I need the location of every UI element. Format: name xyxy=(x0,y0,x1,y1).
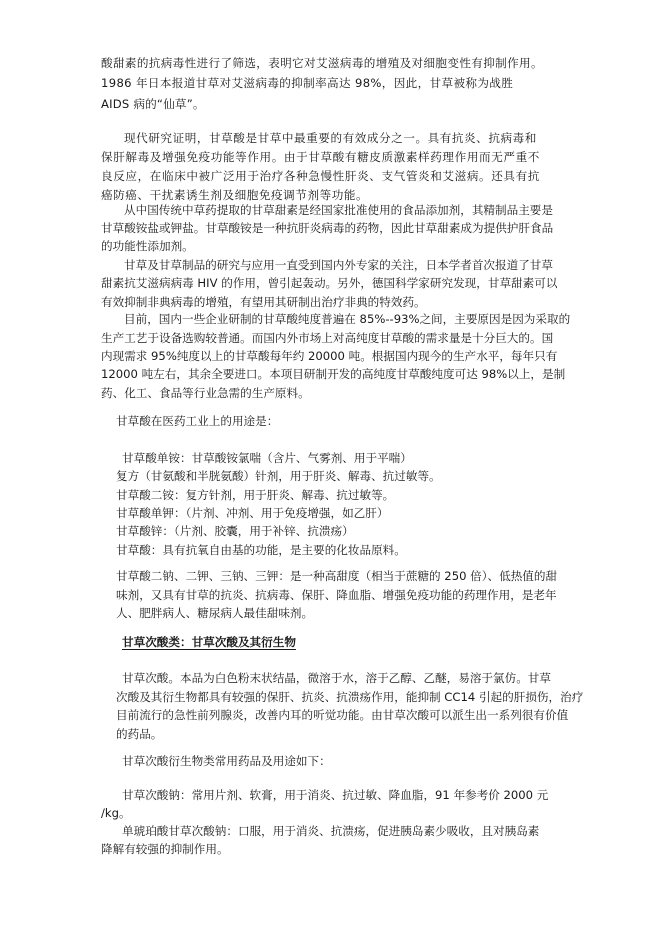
list-item: 甘草酸二铵：复方针剂，用于肝炎、解毒、抗过敏等。 xyxy=(116,488,395,502)
list-item: 甘草酸单钾：（片剂、冲剂、用于免疫增强，如乙肝） xyxy=(116,506,389,520)
list-item: /kg。 xyxy=(101,806,131,820)
paragraph-line: 目前流行的急性前列腺炎，改善内耳的听觉功能。由甘草次酸可以派生出一系列很有价值 xyxy=(116,708,569,722)
paragraph-line: 的药品。 xyxy=(116,727,163,741)
paragraph-line: 甘草酸二钠、二钾、三钠、三钾：是一种高甜度（相当于蔗糖的 250 倍）、低热值的甜 xyxy=(116,569,558,583)
paragraph-line: 人、肥胖病人、糖尿病人最佳甜味剂。 xyxy=(116,606,314,620)
section-heading: 甘草次酸衍生物类常用药品及用途如下： xyxy=(122,754,331,768)
list-item: 甘草酸锌：（片剂、胶囊，用于补锌、抗溃疡） xyxy=(116,524,354,538)
paragraph-line: 酸甜素的抗病毒性进行了筛选，表明它对艾滋病毒的增殖及对细胞变性有抑制作用。 xyxy=(101,56,543,70)
section-heading: 甘草次酸类：甘草次酸及其衍生物 xyxy=(122,635,296,649)
paragraph-line: 甘草次酸。本品为白色粉末状结晶，微溶于水，溶于乙醇、乙醚，易溶于氯仿。甘草 xyxy=(122,671,551,685)
paragraph-line: 现代研究证明，甘草酸是甘草中最重要的有效成分之一。具有抗炎、抗病毒和 xyxy=(124,131,537,145)
paragraph-line: AIDS 病的“仙草”。 xyxy=(101,97,205,111)
list-item: 甘草酸：具有抗氧自由基的功能，是主要的化妆品原料。 xyxy=(116,543,406,557)
paragraph-line: 目前，国内一些企业研制的甘草酸纯度普遍在 85%--93%之间，主要原因是因为采取的 xyxy=(124,312,571,326)
paragraph-line: 药、化工、食品等行业急需的生产原料。 xyxy=(101,386,310,400)
paragraph-line: 从中国传统中草药提取的甘草甜素是经国家批准使用的食品添加剂，其精制品主要是 xyxy=(124,203,553,217)
list-item: 复方（甘氨酸和半胱氨酸）针剂，用于肝炎、解毒、抗过敏等。 xyxy=(116,469,441,483)
paragraph-line: 的功能性添加剂。 xyxy=(101,239,194,253)
paragraph-line: 有效抑制非典病毒的增殖，有望用其研制出治疗非典的特效药。 xyxy=(101,295,426,309)
list-item: 甘草次酸钠：常用片剂、软膏，用于消炎、抗过敏、降血脂，91 年参考价 2000 元 xyxy=(122,788,549,802)
paragraph-line: 1986 年日本报道甘草对艾滋病毒的抑制率高达 98%，因此，甘草被称为战胜 xyxy=(101,76,514,90)
paragraph-line: 12000 吨左右，其余全要进口。本项目研制开发的高纯度甘草酸纯度可达 98%以上，是制 xyxy=(101,367,566,381)
paragraph-line: 甘草及甘草制品的研究与应用一直受到国内外专家的关注，日本学者首次报道了甘草 xyxy=(124,258,553,272)
paragraph-line: 甜素抗艾滋病病毒 HIV 的作用，曾引起轰动。另外，德国科学家研究发现，甘草甜素可以 xyxy=(101,276,558,290)
paragraph-line: 味剂，又具有甘草的抗炎、抗病毒、保肝、降血脂、增强免疫功能的药理作用，是老年 xyxy=(116,588,557,602)
paragraph-line: 次酸及其衍生物都具有较强的保肝、抗炎、抗溃疡作用，能抑制 CC14 引起的肝损伤，治疗 xyxy=(116,690,584,704)
list-item: 单琥珀酸甘草次酸钠：口服，用于消炎、抗溃疡，促进胰岛素少吸收，且对胰岛素 xyxy=(122,824,540,838)
paragraph-line: 生产工艺于设备选购较普通。而国内外市场上对高纯度甘草酸的需求量是十分巨大的。国 xyxy=(101,331,554,345)
paragraph-line: 癌防癌、干扰素诱生剂及细胞免疫调节剂等功能。 xyxy=(101,188,369,202)
paragraph-line: 良反应，在临床中被广泛用于治疗各种急慢性肝炎、支气管炎和艾滋病。还具有抗 xyxy=(101,169,540,183)
paragraph-line: 甘草酸铵盐或钾盐。甘草酸铵是一种抗肝炎病毒的药物，因此甘草甜素成为提供护肝食品 xyxy=(101,221,554,235)
paragraph-line: 保肝解毒及增强免疫功能等作用。由于甘草酸有糖皮质激素样药理作用而无严重不 xyxy=(101,150,540,164)
section-heading: 甘草酸在医药工业上的用途是： xyxy=(116,414,279,428)
list-item: 降解有较强的抑制作用。 xyxy=(101,842,229,856)
paragraph-line: 内现需求 95%纯度以上的甘草酸每年约 20000 吨。根据国内现今的生产水平，每年只有 xyxy=(101,349,558,363)
list-item: 甘草酸单铵：甘草酸铵氯喘（含片、气雾剂、用于平喘） xyxy=(122,451,412,465)
